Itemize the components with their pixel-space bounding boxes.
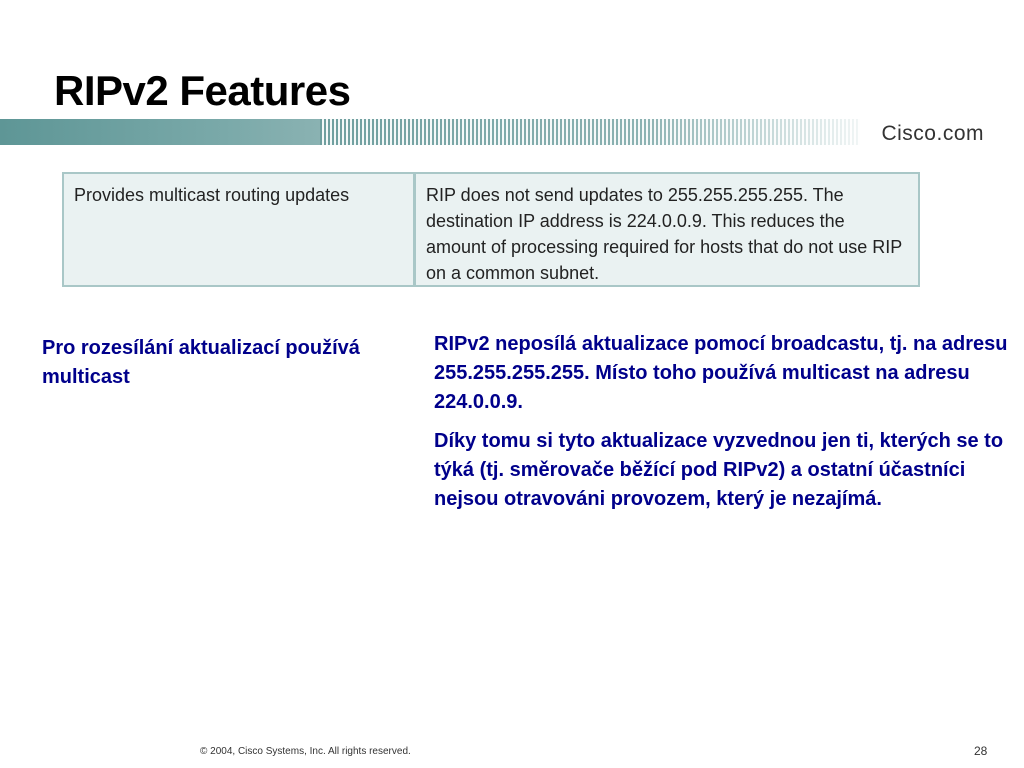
slide-title: RIPv2 Features [54,67,351,114]
brand-logo-text: Cisco.com [867,119,984,145]
banner-stripes [320,119,860,145]
copyright-footer: © 2004, Cisco Systems, Inc. All rights reserved. [200,746,411,757]
right-text-block [434,330,1009,524]
right-paragraph-1: RIPv2 neposílá aktualizace pomocí broadcastu, tj. na adresu 255.255.255.255. Místo toho používá multicast na adresu 224.0.0.9. [434,333,1008,413]
feature-table-right-cell: RIP does not send updates to 255.255.255.255. The destination IP address is 224.0.0.9. This reduces the amount of processing required for hosts that do not use RIP on a common subnet. [426,185,902,283]
banner-solid-band [0,119,320,145]
feature-table-left-cell: Provides multicast routing updates [64,174,416,285]
right-paragraph-2: Díky tomu si tyto aktualizace vyzvednou jen ti, kterých se to týká (tj. směrovače běžící pod RIPv2) a ostatní účastníci nejsou otravováni provozem, který je nezajímá. [434,430,1004,510]
feature-table [62,172,920,287]
page-number: 28 [974,744,988,758]
header-banner [0,119,1024,145]
left-text-block: Pro rozesílání aktualizací používá multicast [42,337,360,388]
